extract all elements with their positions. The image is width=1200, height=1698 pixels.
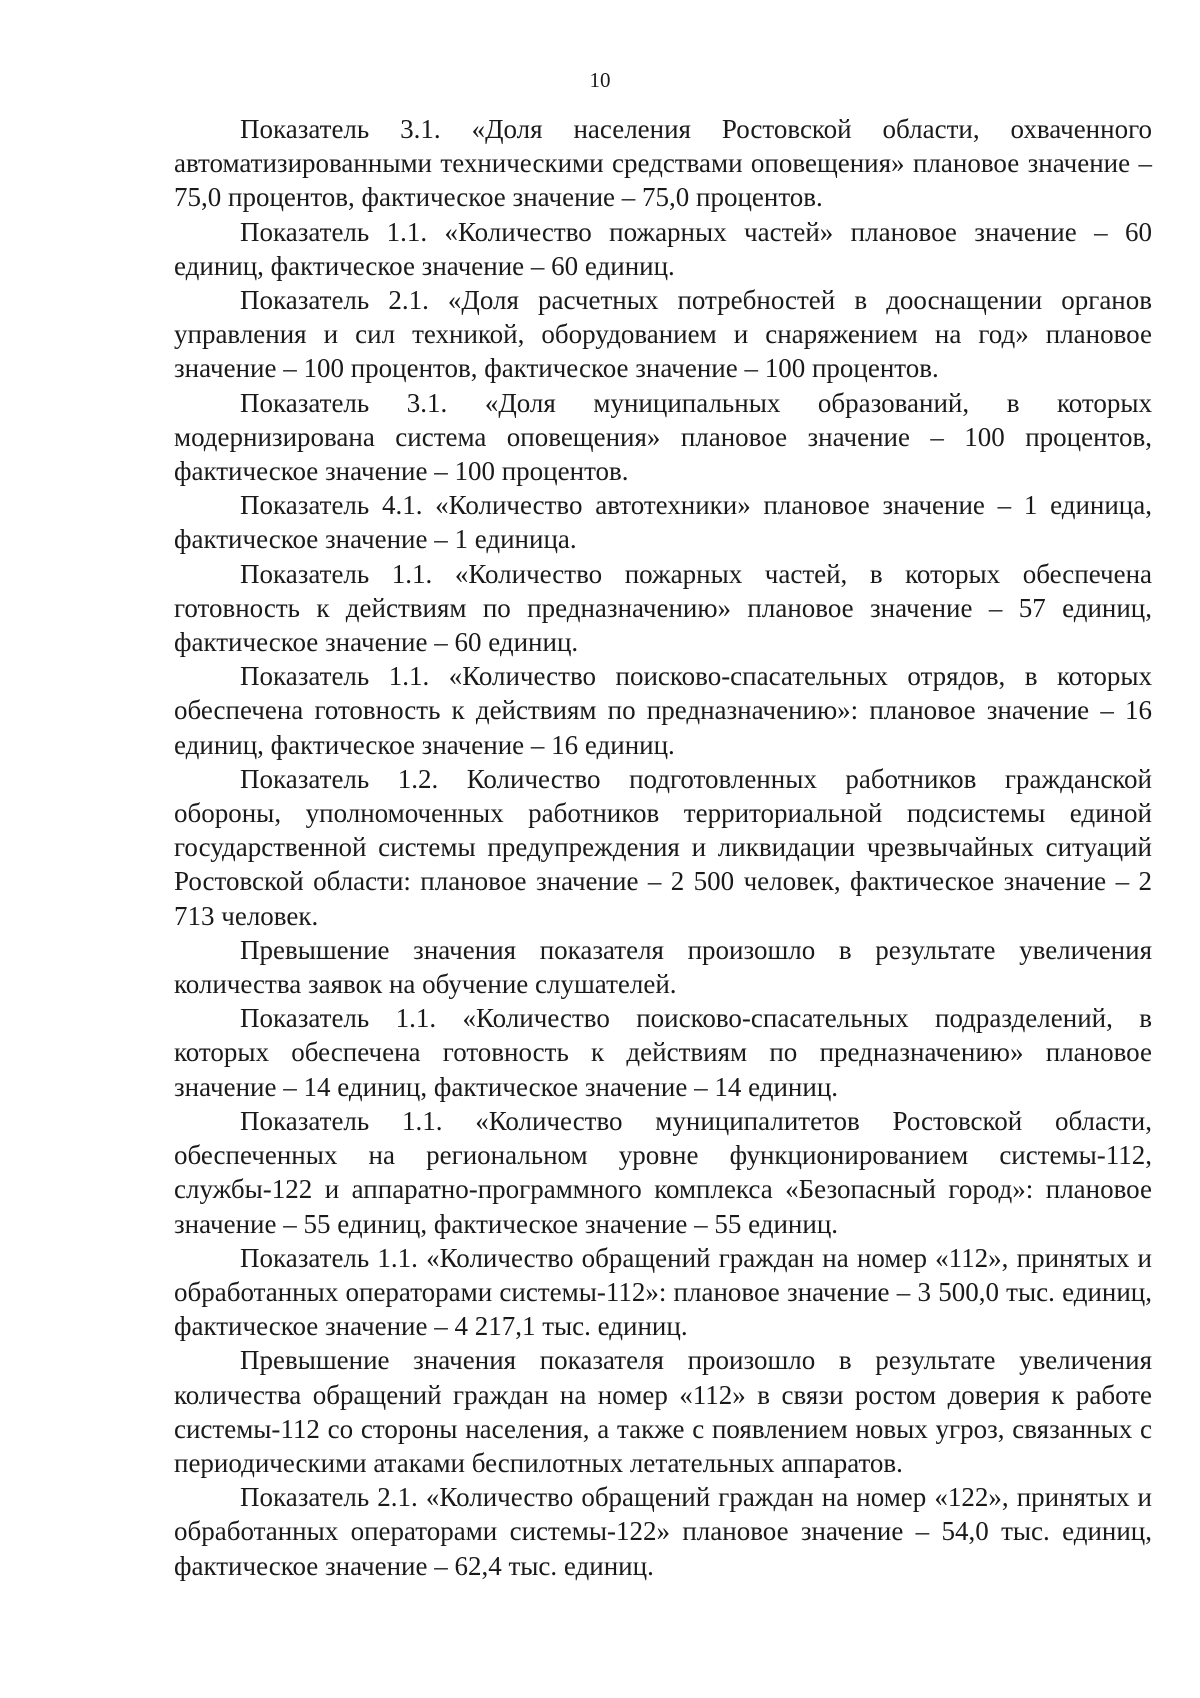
paragraph-indicator-2-1-equipment: Показатель 2.1. «Доля расчетных потребностей в дооснащении органов управления и сил техникой, оборудованием и снаряжением на год» плановое значение – 100 процентов, фактическое значение – 100 процентов. <box>174 285 1152 384</box>
paragraph-indicator-3-1-municipalities: Показатель 3.1. «Доля муниципальных образований, в которых модернизирована система оповещения» плановое значение – 100 процентов, фактическое значение – 100 процентов. <box>174 387 1152 487</box>
paragraph-indicator-1-2-trained-workers: Показатель 1.2. Количество подготовленных работников гражданской обороны, уполномоченных работников территориальной подсистемы единой государственной системы предупреждения и ликвидации чрезвычайных ситуаций Ростовской области: плановое значение – 2 500 человек, фактическое значение – 2 713 человек. <box>174 763 1152 931</box>
paragraph-indicator-1-1-rescue-units: Показатель 1.1. «Количество поисково-спасательных подразделений, в которых обеспечена готовность к действиям по предназначению» плановое значение – 14 единиц, фактическое значение – 14 единиц. <box>174 1003 1152 1102</box>
paragraph-indicator-4-1-vehicles: Показатель 4.1. «Количество автотехники» плановое значение – 1 единица, фактическое значение – 1 единица. <box>174 490 1152 555</box>
paragraph-indicator-1-1-rescue-teams: Показатель 1.1. «Количество поисково-спасательных отрядов, в которых обеспечена готовность к действиям по предназначению»: плановое значение – 16 единиц, фактическое значение – 16 единиц. <box>174 661 1152 760</box>
document-body <box>174 112 1152 1583</box>
paragraph-indicator-1-1-fire-units: Показатель 1.1. «Количество пожарных частей» плановое значение – 60 единиц, фактическое значение – 60 единиц. <box>174 216 1152 281</box>
paragraph-indicator-2-1-calls-122: Показатель 2.1. «Количество обращений граждан на номер «122», принятых и обработанных операторами системы-122» плановое значение – 54,0 тыс. единиц, фактическое значение – 62,4 тыс. единиц. <box>174 1482 1152 1581</box>
paragraph-indicator-1-1-fire-readiness: Показатель 1.1. «Количество пожарных частей, в которых обеспечена готовность к действиям по предназначению» плановое значение – 57 единиц, фактическое значение – 60 единиц. <box>174 558 1152 658</box>
paragraph-indicator-1-1-system-112-municipalities: Показатель 1.1. «Количество муниципалитетов Ростовской области, обеспеченных на региональном уровне функционированием системы-112, службы-122 и аппаратно-программного комплекса «Безопасный город»: плановое значение – 55 единиц, фактическое значение – 55 единиц. <box>174 1105 1152 1239</box>
paragraph-indicator-3-1-population: Показатель 3.1. «Доля населения Ростовской области, охваченного автоматизированными техническими средствами оповещения» плановое значение – 75,0 процентов, фактическое значение – 75,0 процентов. <box>174 114 1152 213</box>
paragraph-excess-explanation-calls-112: Превышение значения показателя произошло в результате увеличения количества обращений граждан на номер «112» в связи ростом доверия к работе системы-112 со стороны населения, а также с появлением новых угроз, связанных с периодическими атаками беспилотных летательных аппаратов. <box>174 1345 1152 1478</box>
paragraph-excess-explanation-training: Превышение значения показателя произошло в результате увеличения количества заявок на обучение слушателей. <box>174 934 1152 1000</box>
page-number: 10 <box>589 68 611 92</box>
paragraph-indicator-1-1-calls-112: Показатель 1.1. «Количество обращений граждан на номер «112», принятых и обработанных операторами системы-112»: плановое значение – 3 500,0 тыс. единиц, фактическое значение – 4 217,1 тыс. единиц. <box>174 1242 1152 1342</box>
